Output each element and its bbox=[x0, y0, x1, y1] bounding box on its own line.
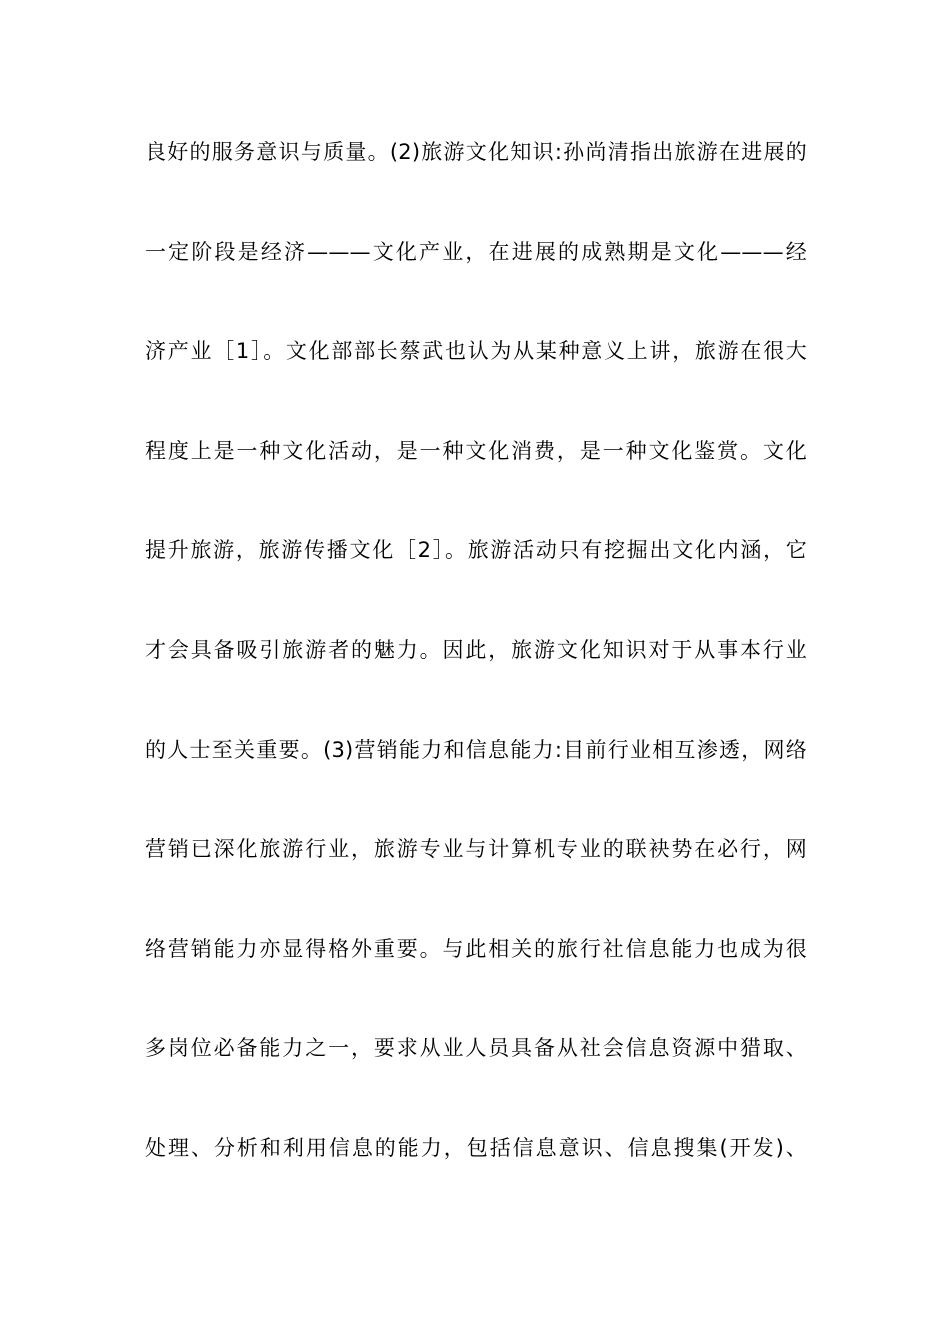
text-line: 提升旅游，旅游传播文化［2］。旅游活动只有挖掘出文化内涵，它 bbox=[145, 538, 807, 563]
text-line: 济产业［1］。文化部部长蔡武也认为从某种意义上讲，旅游在很大 bbox=[145, 339, 807, 364]
body-text bbox=[145, 132, 807, 1228]
text-line: 处理、分析和利用信息的能力，包括信息意识、信息搜集(开发)、 bbox=[145, 1135, 807, 1160]
text-line: 才会具备吸引旅游者的魅力。因此，旅游文化知识对于从事本行业 bbox=[145, 637, 807, 662]
text-line: 多岗位必备能力之一，要求从业人员具备从社会信息资源中猎取、 bbox=[145, 1036, 807, 1061]
text-line: 络营销能力亦显得格外重要。与此相关的旅行社信息能力也成为很 bbox=[145, 936, 807, 961]
text-line: 一定阶段是经济———文化产业，在进展的成熟期是文化———经 bbox=[145, 239, 807, 264]
text-line: 的人士至关重要。(3)营销能力和信息能力:目前行业相互渗透，网络 bbox=[145, 737, 807, 762]
text-line: 营销已深化旅游行业，旅游专业与计算机专业的联袂势在必行，网 bbox=[145, 837, 807, 862]
text-line: 程度上是一种文化活动，是一种文化消费，是一种文化鉴赏。文化 bbox=[145, 438, 807, 463]
text-line: 良好的服务意识与质量。(2)旅游文化知识:孙尚清指出旅游在进展的 bbox=[145, 140, 807, 164]
